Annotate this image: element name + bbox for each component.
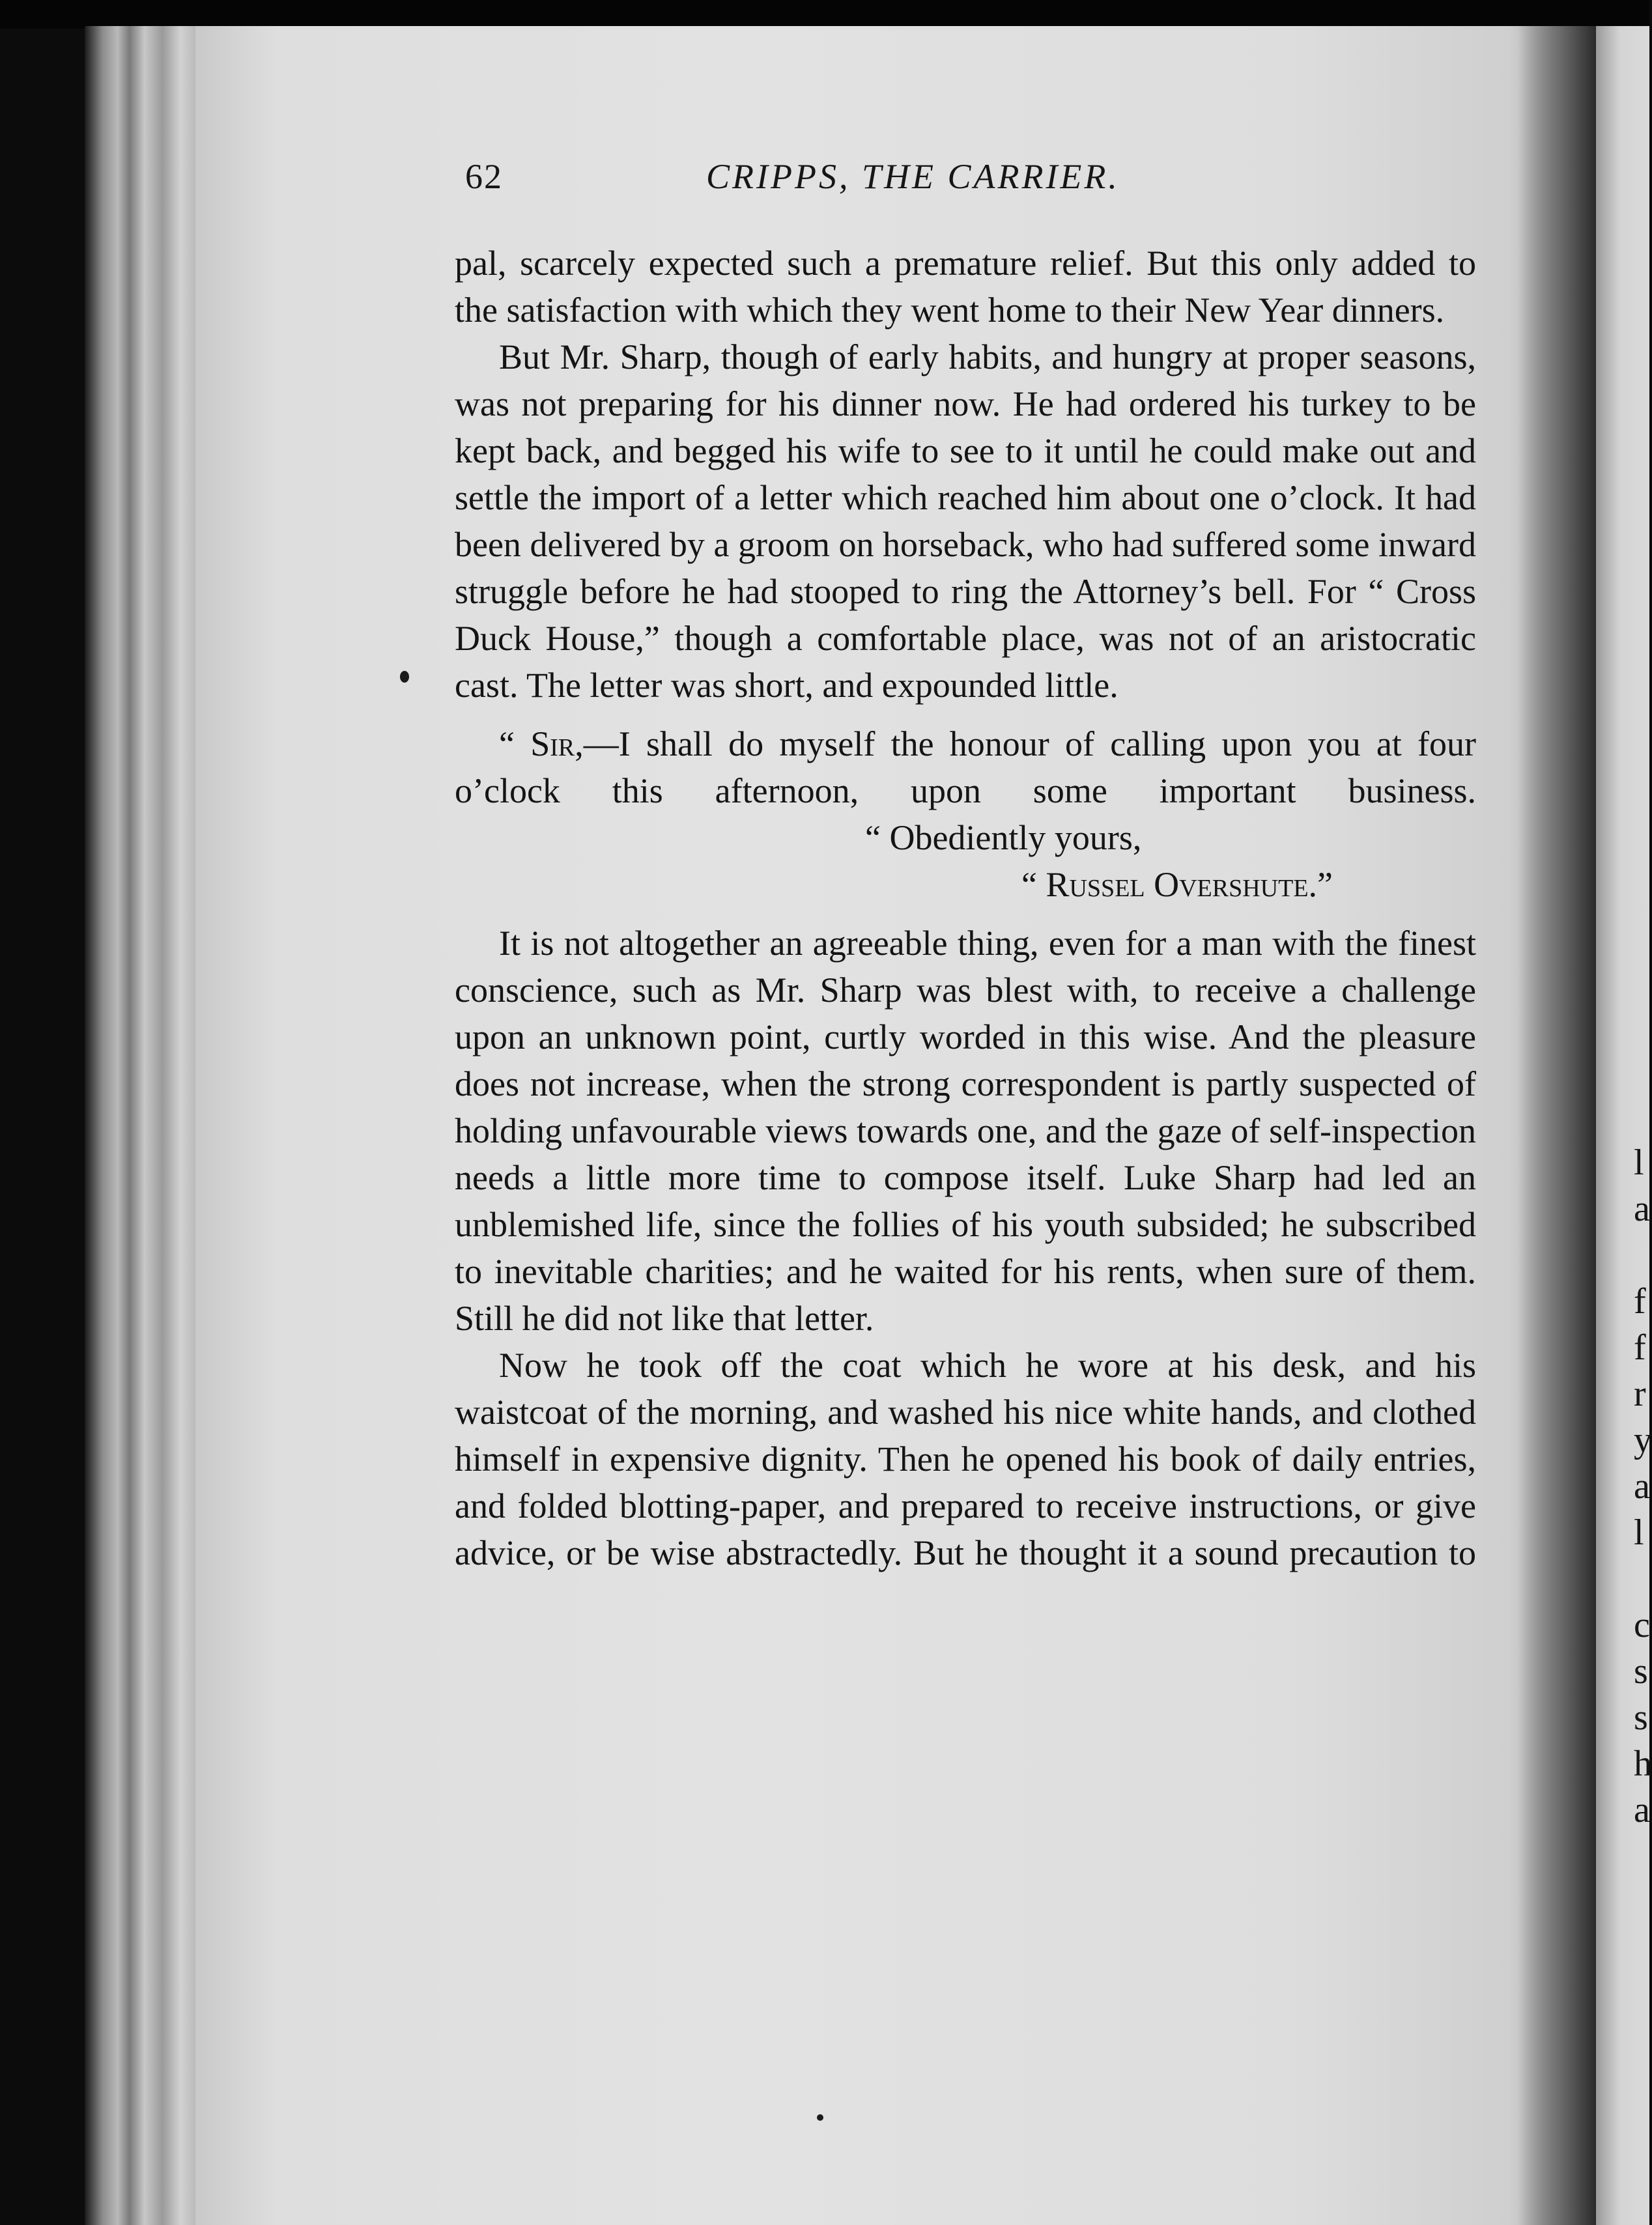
body-text xyxy=(455,240,1476,1576)
page-number: 62 xyxy=(465,157,503,196)
letter-salutation: “ Sir, xyxy=(499,724,584,763)
facing-page-edge-letters xyxy=(1634,1140,1652,1834)
edge-letter: a xyxy=(1634,1466,1650,1507)
edge-letter: s xyxy=(1634,1651,1648,1692)
running-header xyxy=(465,156,1345,215)
edge-letter: c xyxy=(1634,1605,1650,1645)
letter-signature: “ Russel Overshute.” xyxy=(1021,865,1333,904)
letter-text: —I shall do myself the honour of calling upon you at four o’clock this afternoon, upon some important business. xyxy=(455,724,1476,810)
scan-border xyxy=(0,0,1649,29)
edge-letter: h xyxy=(1634,1744,1652,1784)
edge-letter: l xyxy=(1634,1142,1644,1183)
ink-speck xyxy=(817,2114,823,2121)
edge-letter: f xyxy=(1634,1281,1646,1322)
facing-page-edge xyxy=(1596,26,1652,2225)
running-title: CRIPPS, THE CARRIER. xyxy=(706,157,1120,196)
ink-speck xyxy=(400,671,409,683)
edge-letter: a xyxy=(1634,1189,1650,1229)
paragraph: But Mr. Sharp, though of early habits, and hungry at proper seasons, was not preparing for his dinner now. He had ordered his turkey to be kept back, and begged his wife to see to it until he could make out and settle the import of a letter which reached him about one o’clock. It had been delivered by a groom on horseback, who had suffered some inward struggle before he had stooped to ring the Attorney’s bell. For “ Cross Duck House,” though a comfortable place, was not of an aristocratic cast. The letter was short, and expounded little. xyxy=(455,337,1476,705)
edge-letter: r xyxy=(1634,1374,1646,1414)
letter-closing: “ Obediently yours, xyxy=(865,818,1142,857)
letter-body xyxy=(455,720,1476,814)
edge-letter: l xyxy=(1634,1512,1644,1553)
paragraph: It is not altogether an agreeable thing, even for a man with the finest conscience, such as Mr. Sharp was blest with, to receive a challenge upon an unknown point, curtly worded in this wise. And the pleasure does not increase, when the strong correspondent is partly suspected of holding unfavourable views towards one, and the gaze of self-inspection needs a little more time to compose itself. Luke Sharp had led an unblemished life, since the follies of his youth subsided; he subscribed to inevitable charities; and he waited for his rents, when sure of them. Still he did not like that letter. xyxy=(455,924,1476,1338)
edge-letter: f xyxy=(1634,1327,1646,1368)
edge-letter: s xyxy=(1634,1697,1648,1738)
paragraph: pal, scarcely expected such a premature relief. But this only added to the satisfaction with which they went home to their New Year dinners. xyxy=(455,244,1476,330)
edge-letter: a xyxy=(1634,1790,1650,1830)
gutter-shadow xyxy=(1518,26,1596,2225)
edge-letter: y xyxy=(1634,1420,1652,1460)
paragraph: Now he took off the coat which he wore at his desk, and his waistcoat of the morning, and washed his nice white hands, and clothed himself in expensive dignity. Then he opened his book of daily entries, and folded blotting-paper, and prepared to receive instructions, or give advice, or be wise abstractedly. But he thought it a sound precaution to xyxy=(455,1346,1476,1572)
